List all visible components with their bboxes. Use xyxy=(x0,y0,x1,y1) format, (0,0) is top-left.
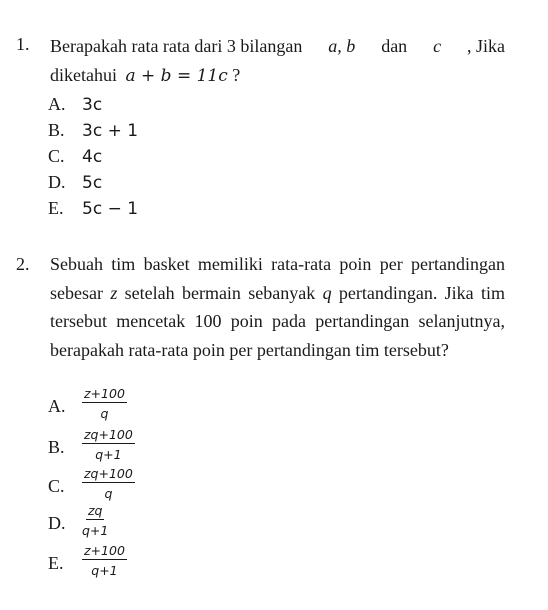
fraction xyxy=(82,427,135,462)
option-value: 4c xyxy=(82,147,103,167)
fraction-denominator: q+1 xyxy=(91,563,118,578)
fraction-numerator: zq+100 xyxy=(84,427,133,442)
question-text-part: pertandingan. Jika tim tersebut mencetak 100 poin pada pertandingan selanjutnya, berapakah rata-rata poin per pertandingan tim tersebut? xyxy=(50,282,506,360)
question-text xyxy=(50,32,505,90)
option-a[interactable] xyxy=(48,91,102,117)
fraction-numerator: z+100 xyxy=(84,386,125,401)
fraction-denominator: q xyxy=(104,486,113,501)
fraction-numerator: z+100 xyxy=(84,543,125,558)
option-label: E. xyxy=(48,198,64,218)
option-label: D. xyxy=(48,172,66,192)
question-number: 1. xyxy=(16,34,30,54)
fraction-numerator: zq+100 xyxy=(84,466,133,481)
option-value: 3c + 1 xyxy=(82,121,139,141)
option-label: E. xyxy=(48,553,64,573)
math-vars: a, b xyxy=(328,36,356,56)
option-value: 5c − 1 xyxy=(82,199,139,219)
question-text xyxy=(50,250,505,364)
option-value: 3c xyxy=(82,95,103,115)
question-text-part: setelah bermain sebanyak xyxy=(124,282,316,303)
question-text-part: Berapakah rata rata dari 3 bilangan xyxy=(50,36,303,56)
question-mark: ? xyxy=(232,64,241,85)
question-text-part: Sebuah tim basket memiliki rata-rata poin per pertandingan sebesar xyxy=(50,254,505,303)
option-label: A. xyxy=(48,94,66,114)
fraction xyxy=(82,503,108,538)
option-c[interactable] xyxy=(48,143,102,169)
option-label: D. xyxy=(48,513,66,533)
math-var: q xyxy=(322,282,332,303)
option-label: B. xyxy=(48,437,65,457)
math-var: c xyxy=(433,36,442,56)
fraction-numerator: zq xyxy=(87,503,103,518)
fraction-denominator: q+1 xyxy=(82,523,109,538)
option-e[interactable] xyxy=(48,195,138,221)
question-text-part: diketahui xyxy=(50,64,117,85)
fraction xyxy=(82,466,135,501)
option-label: B. xyxy=(48,120,65,140)
question-line-2 xyxy=(50,61,505,91)
equation: a + b = 11c xyxy=(125,65,228,86)
math-var: z xyxy=(110,282,118,303)
fraction-denominator: q+1 xyxy=(95,447,122,462)
option-value: 5c xyxy=(82,173,103,193)
question-text-part: , Jika xyxy=(467,36,505,56)
option-label: C. xyxy=(48,146,65,166)
option-label: A. xyxy=(48,396,66,416)
option-label: C. xyxy=(48,476,65,496)
fraction xyxy=(82,386,127,421)
fraction xyxy=(82,543,127,578)
option-b[interactable] xyxy=(48,117,138,143)
option-d[interactable] xyxy=(48,169,102,195)
fraction-denominator: q xyxy=(100,406,109,421)
question-line-1 xyxy=(50,32,505,61)
question-number: 2. xyxy=(16,254,30,274)
question-text-part: dan xyxy=(381,36,408,56)
